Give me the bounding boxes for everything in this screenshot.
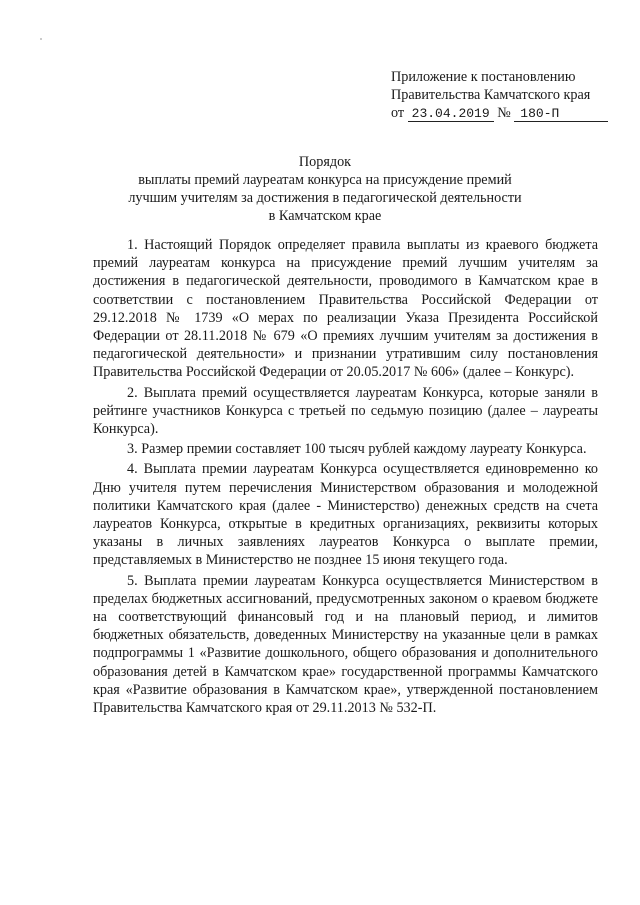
paragraph-5: 5. Выплата премии лауреатам Конкурса осуществляется Министерством в пределах бюджетных ассигнований, предусмотренных законом о краевом бюджете на соответствующий финансовый год и на плановый период, и лимитов бюджетных обязательств, доведенных Министерству на указанные цели в рамках подпрограммы 1 «Развитие дошкольного, общего образования и дополнительного образования детей в Камчатском крае» государственной программы Камчатского края «Развитие образования в Камчатском крае», утвержденной постановлением Правительства Камчатского края от 29.11.2013 № 532-П.: [93, 572, 598, 717]
document-body: [93, 236, 598, 717]
number-sign: №: [497, 105, 511, 121]
date-prefix: от: [391, 105, 405, 121]
annex-date-line: [391, 104, 626, 122]
paragraph-3: 3. Размер премии составляет 100 тысяч рублей каждому лауреату Конкурса.: [127, 441, 587, 458]
title-line-3: лучшим учителям за достижения в педагогической деятельности: [128, 190, 522, 206]
document-title: [90, 153, 560, 225]
document-date: 23.04.2019: [408, 106, 494, 122]
title-line-1: Порядок: [298, 154, 352, 170]
document-number: 180-П: [514, 106, 608, 122]
paragraph-2: 2. Выплата премий осуществляется лауреатам Конкурса, которые заняли в рейтинге участников Конкурса с третьей по седьмую позицию (далее – лауреаты Конкурса).: [93, 384, 598, 438]
title-line-2: выплаты премий лауреатам конкурса на присуждение премий: [138, 172, 512, 188]
scan-speck: [40, 38, 42, 40]
annex-line-1: Приложение к постановлению: [391, 69, 576, 85]
annex-line-2: Правительства Камчатского края: [391, 87, 591, 103]
title-line-4: в Камчатском крае: [268, 208, 382, 224]
annex-header: [391, 68, 626, 122]
paragraph-1: 1. Настоящий Порядок определяет правила выплаты из краевого бюджета премий лауреатам конкурса на присуждение премий лучшим учителям за достижения в педагогической деятельности, проводимого в Камчатском крае в соответствии с постановлением Правительства Российской Федерации от 29.12.2018 № 1739 «О мерах по реализации Указа Президента Российской Федерации от 28.11.2018 № 679 «О премиях лучшим учителям за достижения в педагогической деятельности» и признании утратившим силу постановления Правительства Российской Федерации от 20.05.2017 № 606» (далее – Конкурс).: [93, 237, 598, 381]
paragraph-4: 4. Выплата премии лауреатам Конкурса осуществляется единовременно ко Дню учителя путем перечисления Министерством образования и молодежной политики Камчатского края (далее - Министерство) денежных средств на счета лауреатов Конкурса, открытые в кредитных организациях, реквизиты которых указаны в личных заявлениях лауреатов Конкурса о выплате премии, представляемых в Министерство не позднее 15 июня текущего года.: [93, 461, 598, 569]
